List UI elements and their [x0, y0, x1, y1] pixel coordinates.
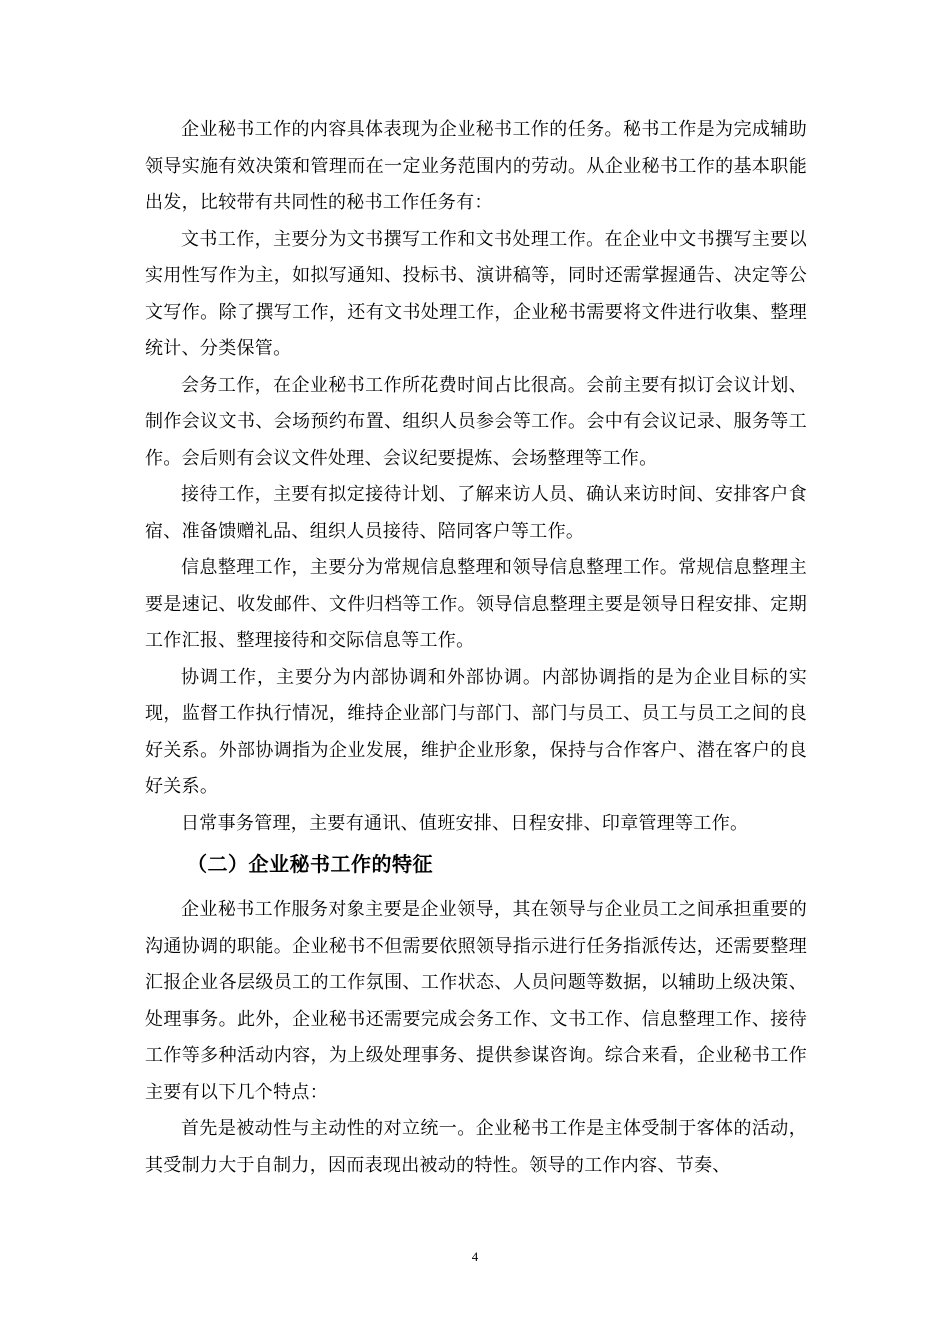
paragraph-document-work: 文书工作，主要分为文书撰写工作和文书处理工作。在企业中文书撰写主要以实用性写作为主，如拟写通知、投标书、演讲稿等，同时还需掌握通告、决定等公文写作。除了撰写工作，还有文书处理工作，企业秘书需要将文件进行收集、整理统计、分类保管。	[145, 228, 807, 359]
paragraph-information-work: 信息整理工作，主要分为常规信息整理和领导信息整理工作。常规信息整理主要是速记、收发邮件、文件归档等工作。领导信息整理主要是领导日程安排、定期工作汇报、整理接待和交际信息等工作。	[145, 557, 807, 651]
page-body	[145, 112, 807, 1184]
paragraph-coordination-work: 协调工作，主要分为内部协调和外部协调。内部协调指的是为企业目标的实现，监督工作执行情况，维持企业部门与部门、部门与员工、员工与员工之间的良好关系。外部协调指为企业发展，维护企业形象，保持与合作客户、潜在客户的良好关系。	[145, 666, 807, 797]
paragraph-meeting-work: 会务工作，在企业秘书工作所花费时间占比很高。会前主要有拟订会议计划、制作会议文书、会场预约布置、组织人员参会等工作。会中有会议记录、服务等工作。会后则有会议文件处理、会议纪要提炼、会场整理等工作。	[145, 374, 807, 469]
paragraph-daily-affairs: 日常事务管理，主要有通讯、值班安排、日程安排、印章管理等工作。	[181, 812, 749, 834]
paragraph-secretary-tasks-intro: 企业秘书工作的内容具体表现为企业秘书工作的任务。秘书工作是为完成辅助领导实施有效决策和管理而在一定业务范围内的劳动。从企业秘书工作的基本职能出发，比较带有共同性的秘书工作任务有：	[145, 119, 807, 213]
page-number: 4	[471, 1249, 479, 1264]
paragraph-characteristics-intro: 企业秘书工作服务对象主要是企业领导，其在领导与企业员工之间承担重要的沟通协调的职能。企业秘书不但需要依照领导指示进行任务指派传达，还需要整理汇报企业各层级员工的工作氛围、工作状态、人员问题等数据，以辅助上级决策、处理事务。此外，企业秘书还需要完成会务工作、文书工作、信息整理工作、接待工作等多种活动内容，为上级处理事务、提供参谋咨询。综合来看，企业秘书工作主要有以下几个特点：	[145, 899, 807, 1103]
section-heading: （二）企业秘书工作的特征	[187, 852, 433, 876]
paragraph-passive-active: 首先是被动性与主动性的对立统一。企业秘书工作是主体受制于客体的活动，其受制力大于自制力，因而表现出被动的特性。领导的工作内容、节奏、	[145, 1118, 807, 1176]
paragraph-reception-work: 接待工作，主要有拟定接待计划、了解来访人员、确认来访时间、安排客户食宿、准备馈赠礼品、组织人员接待、陪同客户等工作。	[145, 484, 807, 542]
